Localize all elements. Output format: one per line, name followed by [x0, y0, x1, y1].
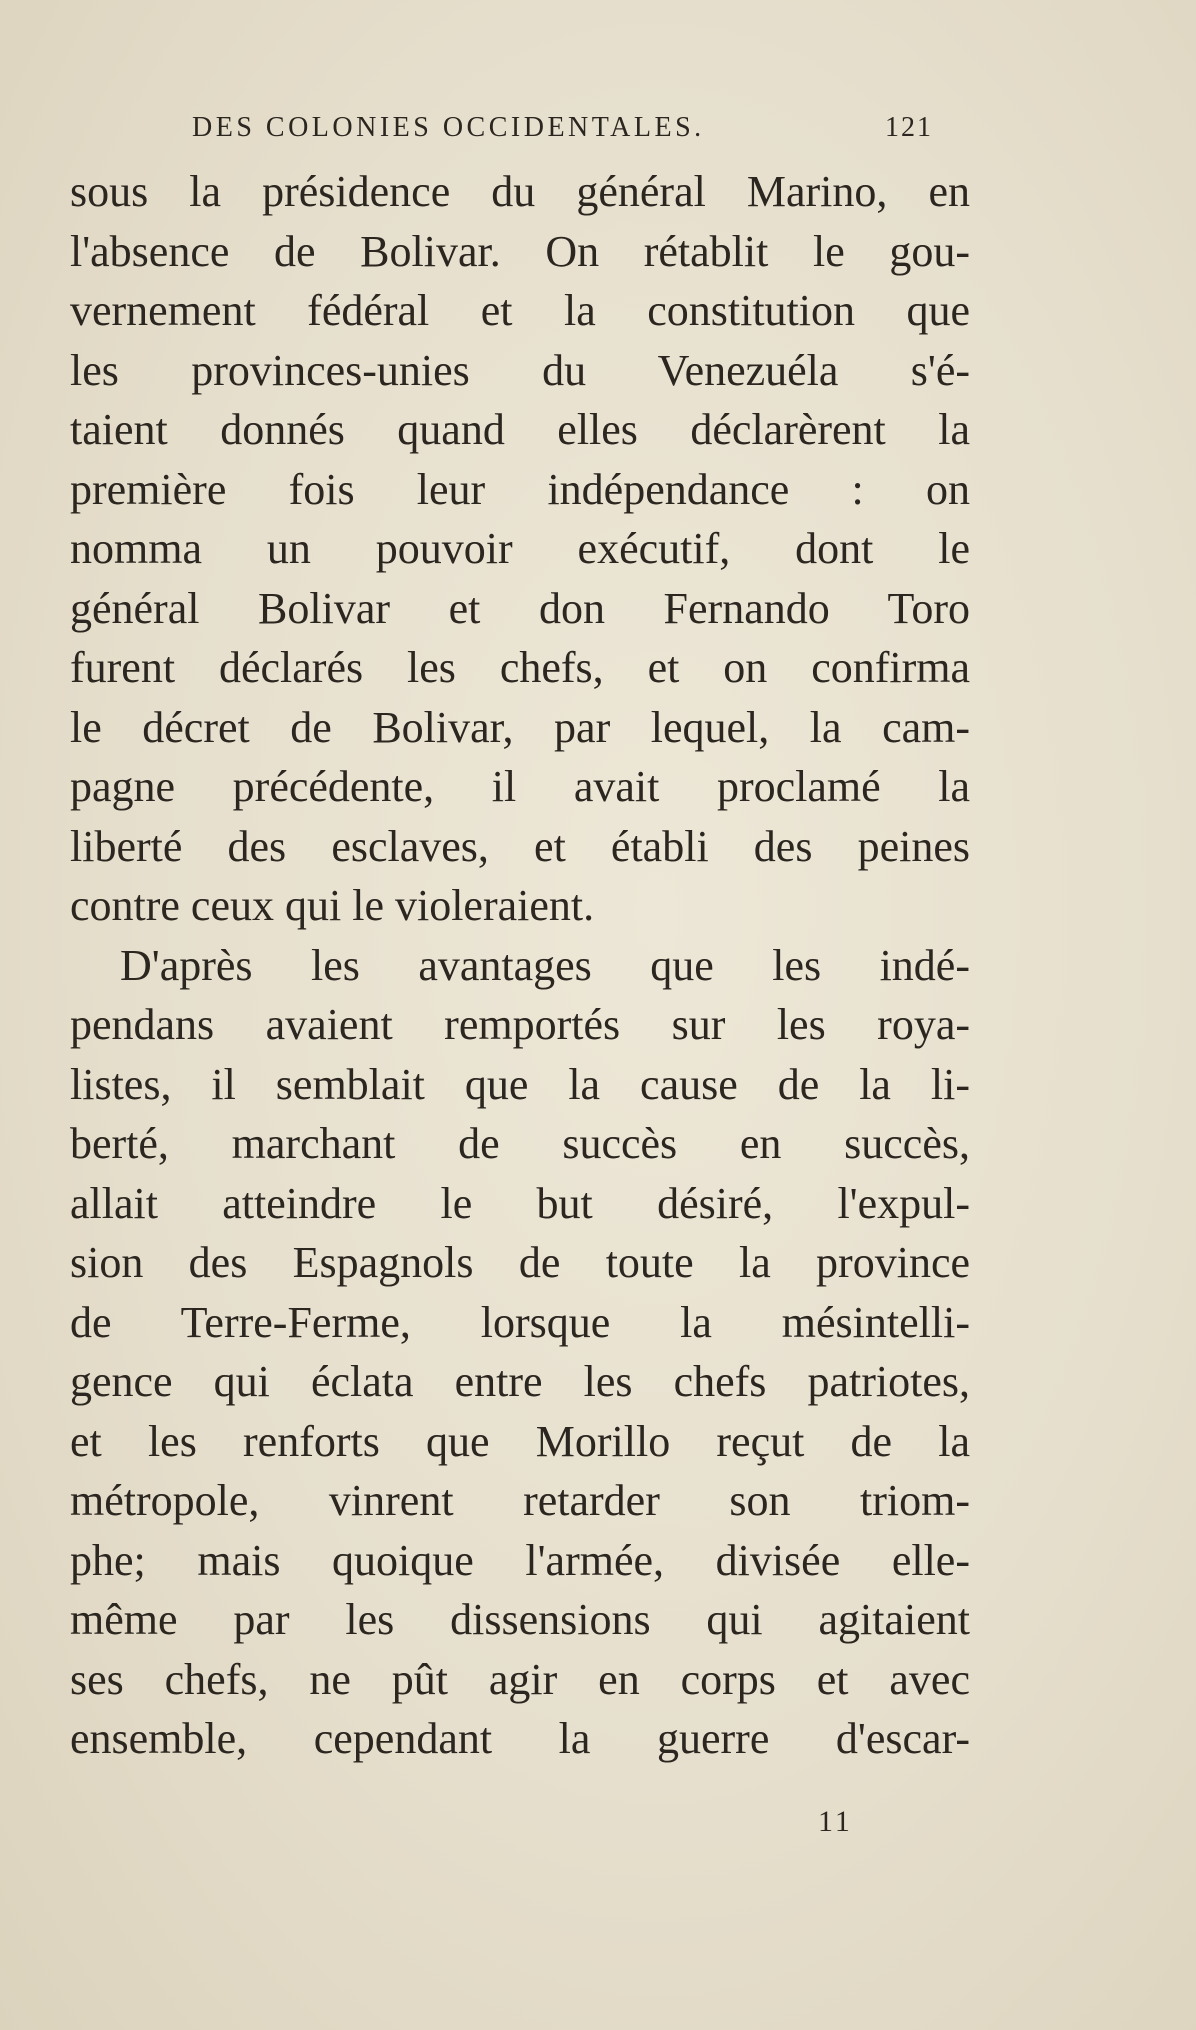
text-line: furent déclarés les chefs, et on confirma [70, 643, 970, 692]
text-line: métropole, vinrent retarder son triom- [70, 1476, 970, 1525]
text-line: sion des Espagnols de toute la province [70, 1238, 970, 1287]
text-line: même par les dissensions qui agitaient [70, 1595, 970, 1644]
text-line: nomma un pouvoir exécutif, dont le [70, 524, 970, 573]
text-line: et les renforts que Morillo reçut de la [70, 1416, 970, 1466]
paragraph-start-line: D'après les avantages que les indé- [120, 940, 970, 990]
text-line: ses chefs, ne pût agir en corps et avec [70, 1654, 970, 1704]
text-line: l'absence de Bolivar. On rétablit le gou- [70, 226, 970, 276]
text-line: gence qui éclata entre les chefs patriotes, [70, 1357, 970, 1406]
page-number: 121 [885, 112, 933, 143]
signature-mark: 11 [818, 1805, 853, 1838]
text-line: les provinces-unies du Venezuéla s'é- [70, 345, 970, 395]
text-line: le décret de Bolivar, par lequel, la cam- [70, 702, 970, 752]
text-line: listes, il semblait que la cause de la li- [70, 1059, 970, 1109]
text-line: liberté des esclaves, et établi des peines [70, 821, 970, 871]
paragraph-end-line: contre ceux qui le violeraient. [70, 881, 595, 930]
running-title: DES COLONIES OCCIDENTALES. [192, 112, 705, 143]
text-line: vernement fédéral et la constitution que [70, 286, 970, 335]
body-text [70, 162, 970, 1769]
text-line: sous la présidence du général Marino, en [70, 167, 970, 216]
running-head [70, 112, 970, 152]
text-line: allait atteindre le but désiré, l'expul- [70, 1178, 970, 1228]
text-line: première fois leur indépendance : on [70, 464, 970, 514]
text-line: général Bolivar et don Fernando Toro [70, 583, 970, 633]
text-line: phe; mais quoique l'armée, divisée elle- [70, 1535, 970, 1585]
text-line: taient donnés quand elles déclarèrent la [70, 405, 970, 454]
text-line: pagne précédente, il avait proclamé la [70, 762, 970, 811]
text-line: berté, marchant de succès en succès, [70, 1119, 970, 1168]
text-line: ensemble, cependant la guerre d'escar- [70, 1714, 970, 1763]
text-line: de Terre-Ferme, lorsque la mésintelli- [70, 1297, 970, 1347]
text-line: pendans avaient remportés sur les roya- [70, 1000, 970, 1049]
